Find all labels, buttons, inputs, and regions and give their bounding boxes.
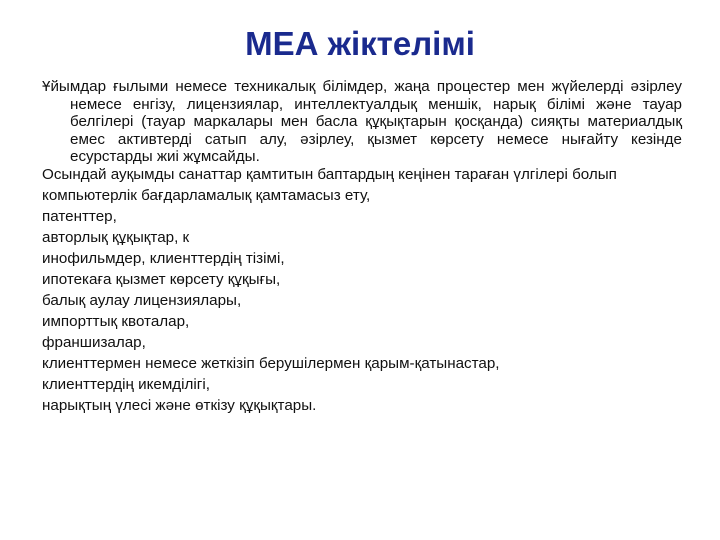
list-item: инофильмдер, клиенттердің тізімі, [42, 249, 285, 267]
intro-paragraph: Ұйымдар ғылыми немесе техникалық білімдер, жаңа процестер мен жүйелерді әзірлеу немесе енгізу, лицензиялар, интеллектуалдық меншік, нарық білімі және тауар белгілері (тауар маркалары мен басла құқықтарын қосқанда) сияқты материалдық емес активтерді сатып алу, әзірлеу, қызмет көрсету немесе нығайту кезінде есурстарды жиі жұмсайды. [42, 78, 682, 166]
slide-title: МЕА жіктелімі [245, 25, 475, 62]
list-item: клиенттермен немесе жеткізіп берушілермен қарым-қатынастар, [42, 354, 500, 372]
list-item: компьютерлік бағдарламалық қамтамасыз ету, [42, 186, 371, 204]
list-item: нарықтың үлесі және өткізу құқықтары. [42, 396, 317, 414]
slide-body [42, 78, 682, 414]
list-item: клиенттердің икемділігі, [42, 375, 210, 393]
examples-paragraph: Осындай ауқымды санаттар қамтитын баптардың кеңінен тараған үлгілері болып [42, 165, 617, 183]
list-item: патенттер, [42, 207, 117, 225]
list-item: ипотекаға қызмет көрсету құқығы, [42, 270, 281, 288]
examples-list [42, 184, 682, 415]
list-item: балық аулау лицензиялары, [42, 291, 242, 309]
list-item: франшизалар, [42, 333, 146, 351]
list-item: импорттық квоталар, [42, 312, 190, 330]
list-item: авторлық құқықтар, к [42, 228, 190, 246]
